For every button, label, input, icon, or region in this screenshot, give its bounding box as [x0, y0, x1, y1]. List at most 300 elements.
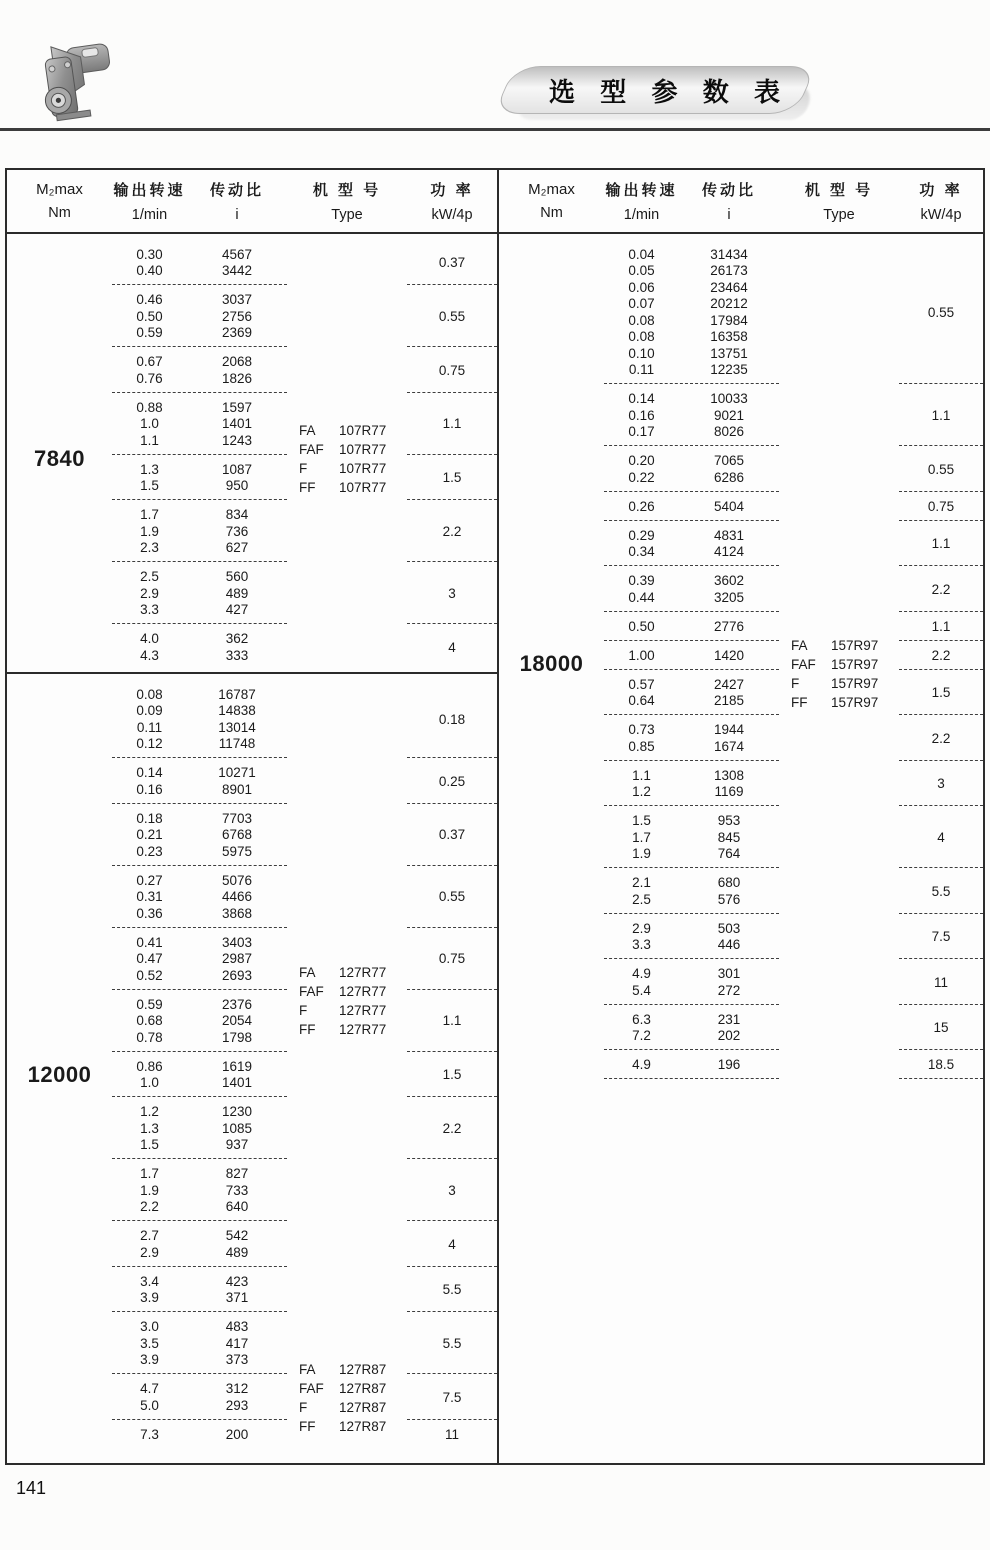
ratio-value: 937 [225, 1137, 249, 1153]
ratio-group [112, 1273, 287, 1312]
output-speed-value: 5.4 [632, 982, 651, 998]
power-value: 2.2 [931, 581, 951, 597]
output-speed-value: 7.2 [632, 1028, 651, 1044]
ratio-value: 3602 [713, 573, 745, 589]
data-row [604, 693, 779, 710]
ratio-group [112, 1104, 287, 1160]
type-code: 127R87 [339, 1419, 387, 1434]
data-row [604, 813, 779, 830]
data-row [604, 362, 779, 379]
m2max-column [7, 246, 112, 672]
power-column [899, 246, 983, 1463]
ratio-group [112, 1381, 287, 1420]
output-speed-value: 3.4 [140, 1273, 159, 1289]
power-group [899, 1057, 983, 1080]
data-row [112, 1290, 287, 1307]
type-code: 127R87 [339, 1362, 387, 1377]
type-prefix: FA [299, 1362, 316, 1377]
ratio-value: 301 [717, 966, 741, 982]
power-value: 0.55 [927, 304, 955, 320]
type-block [299, 421, 405, 497]
data-row [604, 647, 779, 664]
type-model [299, 963, 405, 982]
type-column [287, 246, 407, 672]
power-value: 1.1 [931, 618, 951, 634]
power-value: 5.5 [442, 1335, 462, 1351]
data-row [604, 966, 779, 983]
power-value: 4 [448, 639, 456, 655]
output-speed-value: 0.07 [628, 296, 655, 312]
header-power [407, 170, 497, 232]
power-group [407, 872, 497, 928]
data-row [112, 872, 287, 889]
type-model [299, 421, 405, 440]
header-ratio [679, 170, 779, 232]
ratio-group [112, 246, 287, 285]
data-row [604, 1011, 779, 1028]
ratio-value: 26173 [710, 263, 748, 279]
ratio-value: 1401 [221, 416, 253, 432]
data-row [604, 312, 779, 329]
ratio-value: 834 [225, 507, 249, 523]
ratio-value: 20212 [710, 296, 748, 312]
header-output-speed-label: 输出转速 [113, 182, 186, 199]
output-speed-value: 0.57 [628, 676, 655, 692]
title-banner [500, 64, 820, 124]
m2max-column [7, 686, 112, 1463]
output-speed-value: 0.21 [136, 827, 163, 843]
data-row [112, 370, 287, 387]
data-row [604, 846, 779, 863]
power-value: 0.75 [438, 951, 466, 967]
type-code: 157R97 [831, 695, 879, 710]
power-group [899, 246, 983, 384]
power-group [407, 292, 497, 348]
ratio-value: 3442 [221, 263, 253, 279]
ratio-value: 845 [717, 829, 741, 845]
type-code: 127R77 [339, 984, 387, 999]
power-group [407, 765, 497, 804]
type-code: 127R77 [339, 965, 387, 980]
type-prefix: FF [299, 480, 316, 495]
data-row [604, 618, 779, 635]
ratio-value: 2693 [221, 967, 253, 983]
type-prefix: FF [299, 1022, 316, 1037]
type-code: 157R97 [831, 657, 879, 672]
ratio-value: 12235 [710, 362, 748, 378]
type-model [299, 1398, 405, 1417]
data-row [604, 573, 779, 590]
power-value: 0.75 [438, 362, 466, 378]
output-speed-value: 0.40 [136, 263, 163, 279]
type-block [299, 1360, 405, 1436]
ratio-value: 6286 [713, 469, 745, 485]
data-row [112, 1104, 287, 1121]
power-group [407, 569, 497, 625]
power-value: 0.37 [438, 255, 466, 270]
data-row [604, 937, 779, 954]
data-row [112, 325, 287, 342]
power-group [407, 399, 497, 455]
data-row [604, 391, 779, 408]
output-speed-value: 3.9 [140, 1290, 159, 1306]
type-model [299, 478, 405, 497]
ratio-value: 23464 [710, 279, 748, 295]
ratio-group [112, 292, 287, 348]
ratio-group [112, 810, 287, 866]
data-row [604, 527, 779, 544]
ratio-value: 1944 [713, 722, 745, 738]
ratio-group [604, 573, 779, 612]
data-row [604, 407, 779, 424]
power-group [899, 453, 983, 492]
power-value: 1.5 [442, 1067, 462, 1082]
output-speed-value: 1.1 [632, 767, 651, 783]
data-row [112, 523, 287, 540]
data-row [112, 827, 287, 844]
table-body [7, 234, 497, 1463]
output-speed-value: 0.10 [628, 345, 655, 361]
ratio-group [604, 1011, 779, 1050]
header-ratio-label: 传动比 [209, 182, 264, 199]
data-row [112, 996, 287, 1013]
data-row [112, 1228, 287, 1245]
power-value: 7.5 [442, 1389, 462, 1405]
output-speed-value: 0.36 [136, 905, 163, 921]
output-speed-value: 0.76 [136, 370, 163, 386]
header-type-label: 机 型 号 [312, 182, 382, 199]
ratio-group [604, 722, 779, 761]
output-speed-value: 0.50 [136, 308, 163, 324]
output-speed-value: 0.09 [136, 703, 163, 719]
data-row [604, 589, 779, 606]
output-speed-value: 0.64 [628, 693, 655, 709]
power-column [407, 686, 497, 1463]
power-value: 1.1 [442, 416, 462, 432]
type-model [299, 1417, 405, 1436]
output-speed-value: 0.29 [628, 527, 655, 543]
data-row [604, 891, 779, 908]
data-row [604, 263, 779, 280]
type-prefix: FAF [299, 1381, 324, 1396]
data-row [112, 585, 287, 602]
ratio-group [604, 246, 779, 384]
output-speed-value: 0.47 [136, 951, 163, 967]
data-row [112, 1120, 287, 1137]
ratio-value: 1401 [221, 1075, 253, 1091]
power-group [407, 461, 497, 500]
data-row [112, 432, 287, 449]
type-model [299, 440, 405, 459]
power-value: 5.5 [442, 1282, 462, 1297]
ratio-group [112, 1319, 287, 1375]
type-model [791, 636, 897, 655]
ratio-group [604, 498, 779, 521]
header-output-speed-unit: 1/min [623, 207, 660, 223]
ratio-value: 2068 [221, 354, 253, 370]
section-12000 [7, 674, 497, 1463]
section-7840 [7, 234, 497, 674]
ratio-value: 1619 [221, 1058, 253, 1074]
output-speed-value: 0.50 [628, 618, 655, 634]
ratio-value: 733 [225, 1182, 249, 1198]
output-speed-value: 0.08 [628, 329, 655, 345]
header-output-speed [604, 170, 679, 232]
ratio-value: 200 [225, 1426, 249, 1442]
ratio-value: 6768 [221, 827, 253, 843]
ratio-group [604, 391, 779, 447]
ratio-value: 542 [225, 1228, 249, 1244]
data-row [112, 1319, 287, 1336]
output-speed-value: 2.5 [632, 891, 651, 907]
data-row [112, 967, 287, 984]
output-speed-value: 1.7 [632, 829, 651, 845]
data-row [604, 875, 779, 892]
power-group [407, 996, 497, 1052]
type-model [791, 655, 897, 674]
output-speed-value: 2.9 [632, 920, 651, 936]
output-speed-value: 1.9 [632, 846, 651, 862]
ratio-value: 333 [225, 647, 249, 663]
header-type-unit: Type [331, 207, 363, 223]
output-speed-value: 4.9 [632, 966, 651, 982]
power-value: 2.2 [931, 647, 951, 663]
data-row [112, 246, 287, 263]
ratio-value: 293 [225, 1397, 249, 1413]
output-speed-value: 0.17 [628, 424, 655, 440]
data-row [604, 676, 779, 693]
data-row [112, 719, 287, 736]
power-group [407, 354, 497, 393]
power-group [899, 573, 983, 612]
m2max-value: 7840 [34, 446, 85, 471]
type-block [791, 636, 897, 712]
power-value: 3 [937, 776, 945, 791]
output-speed-value: 1.5 [140, 1137, 159, 1153]
data-row [112, 569, 287, 586]
ratio-group [112, 1426, 287, 1448]
output-speed-value: 0.08 [136, 686, 163, 702]
power-value: 1.5 [442, 470, 462, 485]
ratio-value: 5975 [221, 843, 253, 859]
output-speed-value: 4.9 [632, 1057, 651, 1073]
data-row [112, 1058, 287, 1075]
power-group [899, 647, 983, 670]
header-m2max [499, 170, 604, 232]
ratio-group [604, 618, 779, 641]
power-value: 0.25 [438, 773, 466, 789]
header-output-speed [112, 170, 187, 232]
output-speed-value: 4.7 [140, 1381, 159, 1397]
ratio-value: 1308 [713, 767, 745, 783]
output-speed-value: 0.20 [628, 453, 655, 469]
output-speed-value: 0.31 [136, 889, 163, 905]
ratio-value: 4831 [713, 527, 745, 543]
speed-ratio-column [112, 686, 287, 1463]
ratio-value: 373 [225, 1352, 249, 1368]
power-group [407, 686, 497, 758]
ratio-value: 2756 [221, 308, 253, 324]
ratio-group [604, 676, 779, 715]
output-speed-value: 0.06 [628, 279, 655, 295]
power-group [407, 1058, 497, 1097]
type-prefix: F [299, 1003, 308, 1018]
header-ratio-unit: i [235, 207, 239, 223]
type-block [299, 963, 405, 1039]
output-speed-value: 0.27 [136, 872, 163, 888]
ratio-value: 2376 [221, 996, 253, 1012]
data-row [604, 469, 779, 486]
type-column [779, 246, 899, 1463]
parameter-tables [5, 168, 985, 1465]
ratio-value: 417 [225, 1335, 249, 1351]
ratio-value: 1243 [221, 432, 253, 448]
power-group [899, 498, 983, 521]
ratio-value: 11748 [218, 736, 256, 752]
data-row [604, 246, 779, 263]
ratio-group [112, 1228, 287, 1267]
ratio-value: 14838 [218, 703, 256, 719]
power-column [407, 246, 497, 672]
power-group [899, 767, 983, 806]
output-speed-value: 0.73 [628, 722, 655, 738]
ratio-value: 362 [225, 631, 249, 647]
output-speed-value: 0.12 [136, 736, 163, 752]
power-group [407, 507, 497, 563]
ratio-value: 2427 [713, 676, 745, 692]
power-group [899, 676, 983, 715]
header-type [779, 170, 899, 232]
data-row [112, 889, 287, 906]
ratio-value: 827 [225, 1166, 249, 1182]
type-code: 107R77 [339, 461, 387, 476]
ratio-value: 1798 [221, 1029, 253, 1045]
ratio-group [112, 569, 287, 625]
power-value: 7.5 [931, 929, 951, 944]
power-group [899, 391, 983, 447]
data-row [112, 703, 287, 720]
data-row [604, 1057, 779, 1074]
power-group [407, 1426, 497, 1448]
ratio-value: 7703 [221, 810, 253, 826]
power-group [899, 722, 983, 761]
power-group [407, 631, 497, 669]
ratio-value: 736 [225, 523, 249, 539]
ratio-value: 2369 [221, 325, 253, 341]
power-group [407, 246, 497, 285]
ratio-group [112, 399, 287, 455]
ratio-value: 2776 [713, 618, 745, 634]
ratio-value: 3403 [221, 934, 253, 950]
ratio-value: 2054 [221, 1013, 253, 1029]
type-code: 127R77 [339, 1022, 387, 1037]
output-speed-value: 0.68 [136, 1013, 163, 1029]
output-speed-value: 0.88 [136, 399, 163, 415]
output-speed-value: 2.9 [140, 585, 159, 601]
type-code: 127R77 [339, 1003, 387, 1018]
m2max-value: 12000 [27, 1061, 92, 1087]
header-rule [0, 128, 990, 131]
speed-ratio-column [112, 246, 287, 672]
page-title: 选 型 参 数 表 [549, 77, 789, 107]
ratio-value: 427 [225, 602, 249, 618]
output-speed-value: 1.2 [632, 784, 651, 800]
ratio-group [112, 934, 287, 990]
m2max-value: 18000 [519, 651, 584, 676]
ratio-group [112, 996, 287, 1052]
type-code: 107R77 [339, 423, 387, 438]
output-speed-value: 1.0 [140, 416, 159, 432]
ratio-value: 489 [225, 1244, 249, 1260]
data-row [112, 1075, 287, 1092]
output-speed-value: 0.22 [628, 469, 655, 485]
output-speed-value: 0.67 [136, 354, 163, 370]
power-value: 0.18 [438, 711, 466, 727]
ratio-value: 3205 [713, 589, 745, 605]
ratio-group [112, 765, 287, 804]
ratio-value: 1597 [221, 399, 253, 415]
output-speed-value: 0.30 [136, 246, 163, 262]
power-group [899, 966, 983, 1005]
ratio-value: 10033 [710, 391, 748, 407]
data-row [112, 1029, 287, 1046]
ratio-value: 10271 [218, 765, 256, 781]
power-group [899, 618, 983, 641]
power-value: 5.5 [931, 883, 951, 899]
ratio-value: 640 [225, 1199, 249, 1215]
power-value: 1.1 [931, 407, 951, 423]
type-model [791, 693, 897, 712]
ratio-value: 1826 [221, 370, 253, 386]
data-row [112, 631, 287, 648]
ratio-value: 13014 [218, 719, 256, 735]
type-model [299, 459, 405, 478]
output-speed-value: 0.23 [136, 843, 163, 859]
header-m2max-label: M₂max [528, 181, 575, 198]
header-ratio-label: 传动比 [701, 182, 756, 199]
output-speed-value: 0.08 [628, 312, 655, 328]
output-speed-value: 0.18 [136, 810, 163, 826]
ratio-value: 202 [717, 1028, 741, 1044]
type-prefix: FAF [299, 442, 324, 457]
section-18000 [499, 234, 983, 1463]
output-speed-value: 0.16 [628, 407, 655, 423]
header-power [899, 170, 983, 232]
power-value: 0.55 [438, 308, 466, 324]
ratio-value: 680 [717, 875, 741, 891]
output-speed-value: 0.11 [628, 362, 655, 378]
output-speed-value: 1.9 [140, 523, 159, 539]
table-left [7, 170, 499, 1463]
power-value: 4 [937, 829, 945, 845]
data-row [604, 829, 779, 846]
data-row [112, 399, 287, 416]
gear-motor-photo [26, 34, 122, 130]
ratio-value: 764 [717, 846, 741, 862]
ratio-value: 1230 [221, 1104, 253, 1120]
ratio-value: 5404 [713, 498, 745, 514]
ratio-group [112, 1166, 287, 1222]
output-speed-value: 1.2 [140, 1104, 159, 1120]
type-prefix: FF [299, 1419, 316, 1434]
data-row [112, 843, 287, 860]
output-speed-value: 4.3 [140, 647, 159, 663]
ratio-group [604, 527, 779, 566]
data-row [604, 920, 779, 937]
ratio-value: 4124 [713, 544, 745, 560]
data-row [112, 478, 287, 495]
data-row [604, 345, 779, 362]
